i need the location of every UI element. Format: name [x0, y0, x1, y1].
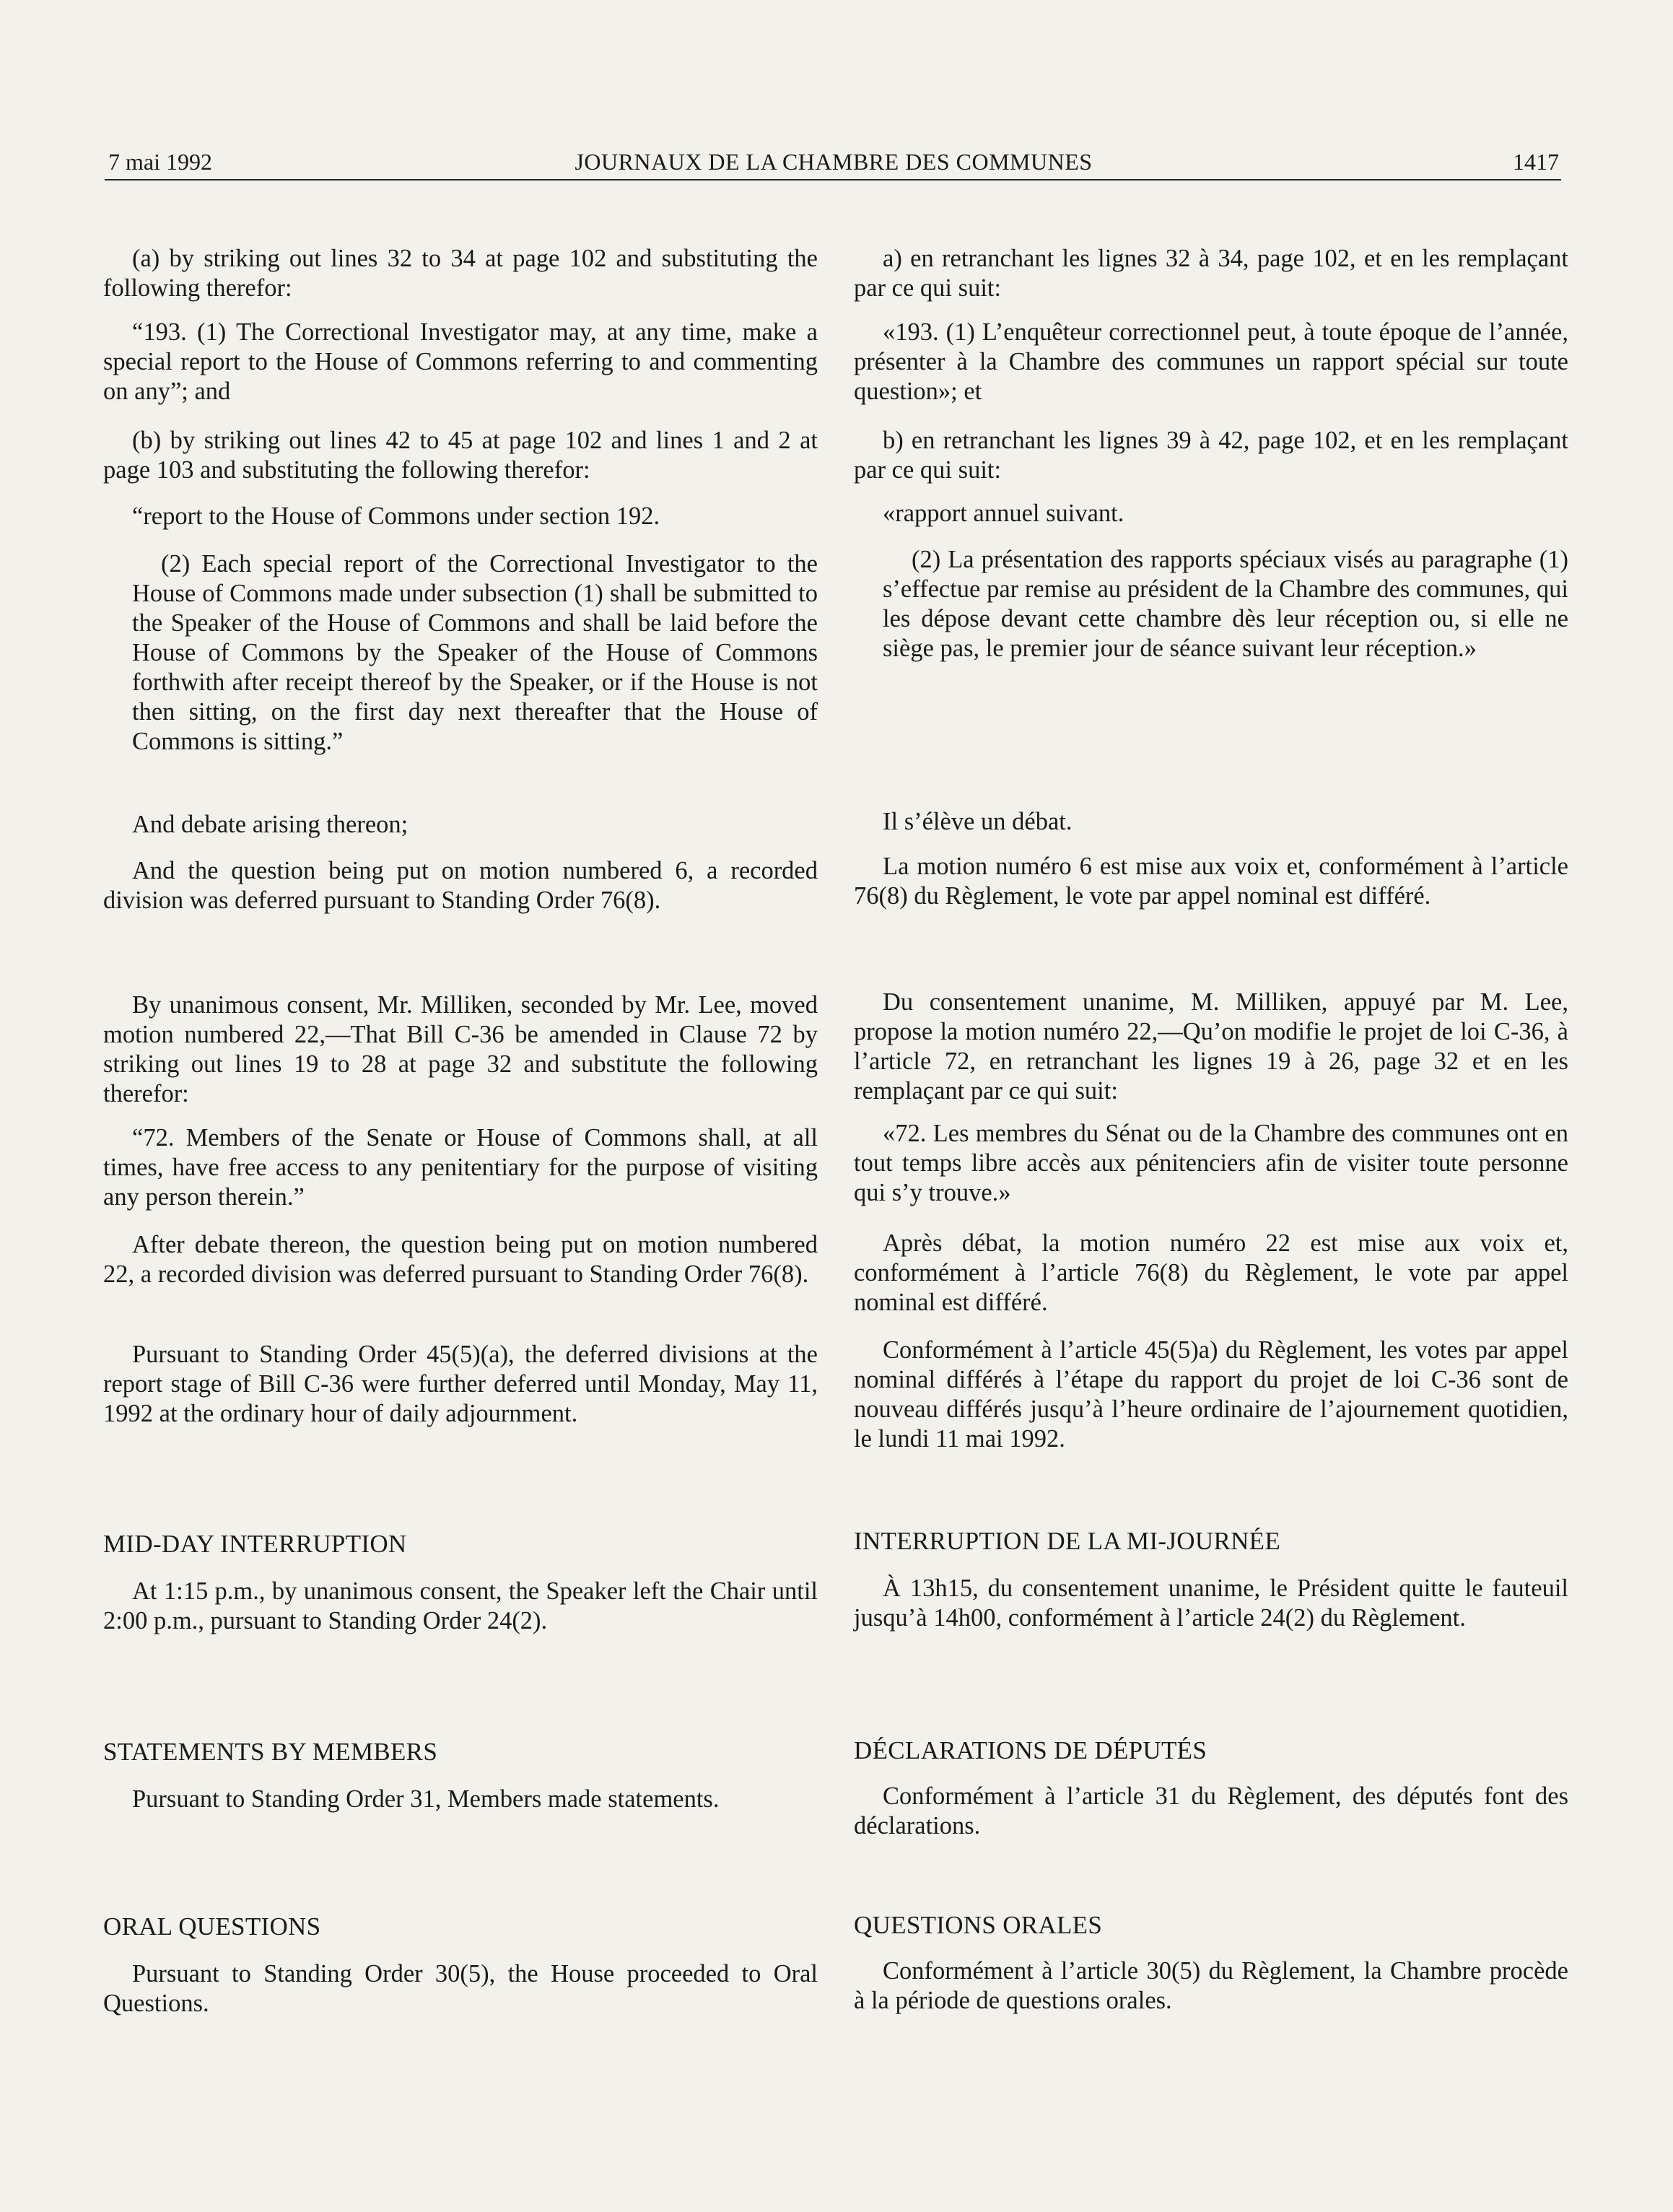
en-heading-oral: ORAL QUESTIONS	[103, 1912, 321, 1941]
fr-question-motion-6: La motion numéro 6 est mise aux voix et, conformément à l’article 76(8) du Règlement, le vote par appel nominal est différé.	[854, 853, 1568, 910]
en-item-a: (a) by striking out lines 32 to 34 at page 102 and substituting the following therefor:	[103, 245, 818, 302]
fr-item-a: a) en retranchant les lignes 32 à 34, page 102, et en les remplaçant par ce qui suit:	[854, 245, 1568, 302]
fr-heading-statements: DÉCLARATIONS DE DÉPUTÉS	[854, 1736, 1207, 1764]
fr-debate: Il s’élève un débat.	[883, 808, 1073, 835]
en-debate: And debate arising thereon;	[132, 811, 409, 838]
en-pursuant-deferred: Pursuant to Standing Order 45(5)(a), the deferred divisions at the report stage of Bill C-36 were further deferred until Monday, May 11, 1992 at the ordinary hour of daily adjournment.	[103, 1341, 818, 1427]
fr-pursuant-deferred: Conformément à l’article 45(5)a) du Règlement, les votes par appel nominal différés à l’étape du rapport du projet de loi C-36 sont de nouveau différés jusqu’à l’heure ordinaire de l’ajournement quotidien, le lundi 11 mai 1992.	[854, 1336, 1568, 1453]
fr-quote-72: «72. Les membres du Sénat ou de la Chambre des communes ont en tout temps libre accès aux pénitenciers afin de visiter toute personne qui s’y trouve.»	[854, 1120, 1568, 1206]
fr-heading-oral: QUESTIONS ORALES	[854, 1911, 1103, 1939]
header-date: 7 mai 1992	[108, 149, 212, 175]
en-oral-text: Pursuant to Standing Order 30(5), the House proceeded to Oral Questions.	[103, 1960, 818, 2017]
en-quote-report: “report to the House of Commons under section 192.	[132, 502, 660, 530]
header-title: JOURNAUX DE LA CHAMBRE DES COMMUNES	[575, 149, 1093, 175]
fr-quote-report: «rapport annuel suivant.	[883, 500, 1124, 527]
en-heading-midday: MID-DAY INTERRUPTION	[103, 1530, 407, 1558]
fr-item-b: b) en retranchant les lignes 39 à 42, page 102, et en les remplaçant par ce qui suit:	[854, 427, 1568, 484]
en-quote-193: “193. (1) The Correctional Investigator may, at any time, make a special report to the House of Commons referring to and commenting on any”; and	[103, 318, 818, 405]
en-quote-72: “72. Members of the Senate or House of Commons shall, at all times, have free access to any penitentiary for the purpose of visiting any person therein.”	[103, 1124, 818, 1211]
en-after-debate: After debate thereon, the question being put on motion numbered 22, a recorded division was deferred pursuant to Standing Order 76(8).	[103, 1231, 818, 1288]
fr-oral-text: Conformément à l’article 30(5) du Règlement, la Chambre procède à la période de questions orales.	[854, 1957, 1568, 2014]
en-statements-text: Pursuant to Standing Order 31, Members made statements.	[132, 1785, 720, 1813]
fr-quote-193: «193. (1) L’enquêteur correctionnel peut, à toute époque de l’année, présenter à la Chambre des communes un rapport spécial sur toute question»; et	[854, 318, 1568, 405]
en-quote-subsection-2: (2) Each special report of the Correctional Investigator to the House of Commons made under subsection (1) shall be submitted to the Speaker of the House of Commons and shall be laid before the House of Commons by the Speaker of the House of Commons forthwith after receipt thereof by the Speaker, or if the House is not then sitting, on the first day next thereafter that the House of Commons is sitting.”	[132, 550, 818, 755]
en-consent-motion-22: By unanimous consent, Mr. Milliken, seconded by Mr. Lee, moved motion numbered 22,—That Bill C-36 be amended in Clause 72 by striking out lines 19 to 28 at page 32 and substitute the following therefor:	[103, 991, 818, 1107]
header-page-number: 1417	[1513, 149, 1559, 175]
fr-quote-subsection-2: (2) La présentation des rapports spéciaux visés au paragraphe (1) s’effectue par remise au président de la Chambre des communes, qui les dépose devant cette chambre dès leur réception ou, si elle ne siège pas, le premier jour de séance suivant leur réception.»	[883, 546, 1568, 662]
fr-consent-motion-22: Du consentement unanime, M. Milliken, appuyé par M. Lee, propose la motion numéro 22,—Qu’on modifie le projet de loi C-36, à l’article 72, en retranchant les lignes 19 à 26, page 32 et en les remplaçant par ce qui suit:	[854, 988, 1568, 1105]
en-question-motion-6: And the question being put on motion numbered 6, a recorded division was deferred pursuant to Standing Order 76(8).	[103, 857, 818, 914]
en-heading-statements: STATEMENTS BY MEMBERS	[103, 1738, 438, 1766]
en-item-b: (b) by striking out lines 42 to 45 at page 102 and lines 1 and 2 at page 103 and substituting the following therefor:	[103, 427, 818, 484]
fr-heading-midday: INTERRUPTION DE LA MI-JOURNÉE	[854, 1527, 1281, 1555]
fr-midday-text: À 13h15, du consentement unanime, le Président quitte le fauteuil jusqu’à 14h00, conformément à l’article 24(2) du Règlement.	[854, 1575, 1568, 1632]
page-header	[108, 149, 1559, 180]
fr-statements-text: Conformément à l’article 31 du Règlement, des députés font des déclarations.	[854, 1782, 1568, 1839]
header-rule	[105, 179, 1561, 180]
fr-after-debate: Après débat, la motion numéro 22 est mise aux voix et, conformément à l’article 76(8) du Règlement, le vote par appel nominal est différé.	[854, 1229, 1568, 1316]
en-midday-text: At 1:15 p.m., by unanimous consent, the Speaker left the Chair until 2:00 p.m., pursuant to Standing Order 24(2).	[103, 1577, 818, 1634]
